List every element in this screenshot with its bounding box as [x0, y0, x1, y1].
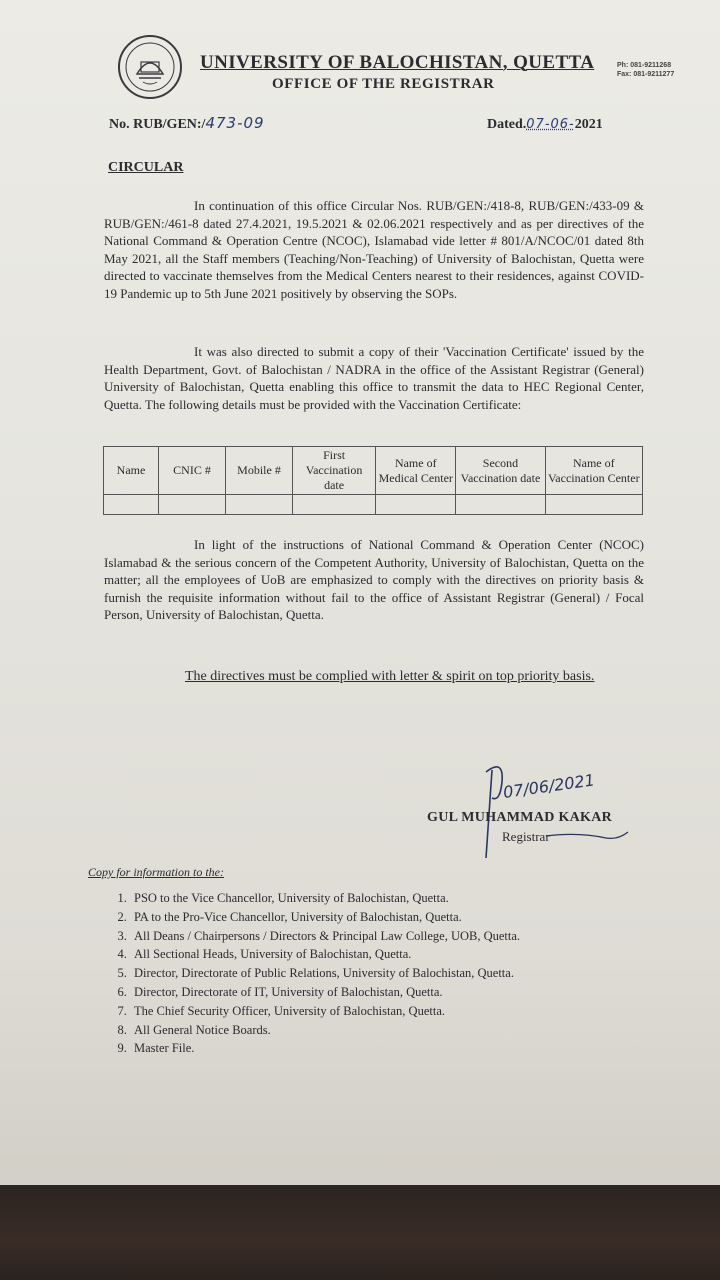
reference-number	[109, 114, 265, 133]
list-item: 6. Director, Directorate of IT, University of Balochistan, Quetta.	[130, 983, 690, 1002]
reference-label: No. RUB/GEN:/	[109, 117, 206, 132]
signer-title: Registrar	[502, 829, 550, 844]
table-row	[104, 495, 643, 515]
list-item: 5. Director, Directorate of Public Relations, University of Balochistan, Quetta.	[130, 964, 690, 983]
table-cell	[226, 495, 293, 515]
table-cell	[104, 495, 159, 515]
directive-statement	[95, 668, 647, 686]
table-cell	[293, 495, 376, 515]
table-header-cell: Name of Vaccination Center	[545, 447, 642, 495]
table-header-row	[104, 447, 643, 495]
table-surface-background	[0, 1185, 720, 1280]
list-item: 4. All Sectional Heads, University of Balochistan, Quetta.	[130, 945, 690, 964]
university-name: UNIVERSITY OF BALOCHISTAN, QUETTA	[200, 52, 595, 73]
circular-title: CIRCULAR	[108, 160, 184, 175]
table-cell	[456, 495, 545, 515]
list-item: 3. All Deans / Chairpersons / Directors & Principal Law College, UOB, Quetta.	[130, 927, 690, 946]
list-item: 1. PSO to the Vice Chancellor, University of Balochistan, Quetta.	[130, 889, 690, 908]
table-header-cell: Mobile #	[226, 447, 293, 495]
table-header-cell: First Vaccination date	[293, 447, 376, 495]
table-cell	[376, 495, 456, 515]
dated-label: Dated.	[487, 117, 527, 132]
table-header-cell: Name of Medical Center	[376, 447, 456, 495]
copy-heading: Copy for information to the:	[88, 865, 224, 879]
paragraph-continuation: In continuation of this office Circular Nos. RUB/GEN:/418-8, RUB/GEN:/433-09 & RUB/GEN:/461-8 dated 27.4.2021, 19.5.2021 & 02.06.2021 respectively and as per directives of the National Command & Operation Centre (NCOC), Islamabad vide letter # 801/A/NCOC/01 dated 8th May 2021, all the Staff members (Teaching/Non-Teaching) of University of Balochistan, Quetta were directed to vaccinate themselves from the Medical Centers nearest to their residences, against COVID-19 Pandemic up to 5th June 2021 positively by observing the SOPs.	[104, 198, 644, 301]
contact-info	[617, 61, 674, 79]
copy-list	[108, 889, 690, 1058]
paragraph-certificate: It was also directed to submit a copy of their 'Vaccination Certificate' issued by the Health Department, Govt. of Balochistan / NADRA in the office of the Assistant Registrar (General) University of Balochistan, Quetta enabling this office to transmit the data to HEC Regional Center, Quetta. The following details must be provided with the Vaccination Certificate:	[104, 344, 644, 412]
table-header-cell: Name	[104, 447, 159, 495]
list-item: 9. Master File.	[130, 1039, 690, 1058]
table-cell	[159, 495, 226, 515]
dated-year: 2021	[574, 117, 603, 132]
directive-text: The directives must be complied with letter & spirit on top priority basis.	[185, 669, 595, 684]
paragraph-instructions: In light of the instructions of National Command & Operation Center (NCOC) Islamabad & the serious concern of the Competent Authority, University of Balochistan, Quetta on the matter; all the employees of UoB are emphasized to comply with the directives on priority basis & furnish the requisite information without fail to the office of Assistant Registrar (General) / Focal Person, University of Balochistan, Quetta.	[104, 537, 644, 623]
signature-date: 07/06/2021	[501, 770, 596, 802]
phone-number: Ph: 081-9211268	[617, 62, 672, 69]
list-item: 8. All General Notice Boards.	[130, 1021, 690, 1040]
table-header-cell: CNIC #	[159, 447, 226, 495]
reference-handwritten: 473-09	[205, 114, 265, 132]
list-item: 7. The Chief Security Officer, University of Balochistan, Quetta.	[130, 1002, 690, 1021]
university-seal-icon	[117, 34, 183, 100]
dated-line	[487, 117, 603, 133]
list-item: 2. PA to the Pro-Vice Chancellor, University of Balochistan, Quetta.	[130, 908, 690, 927]
office-name: OFFICE OF THE REGISTRAR	[272, 76, 495, 92]
table-header-cell: Second Vaccination date	[456, 447, 545, 495]
signer-name: GUL MUHAMMAD KAKAR	[427, 810, 613, 825]
fax-number: Fax: 081-9211277	[617, 71, 675, 78]
vaccination-details-table	[103, 446, 643, 515]
table-cell	[545, 495, 642, 515]
dated-handwritten: 07-06-	[526, 117, 575, 132]
